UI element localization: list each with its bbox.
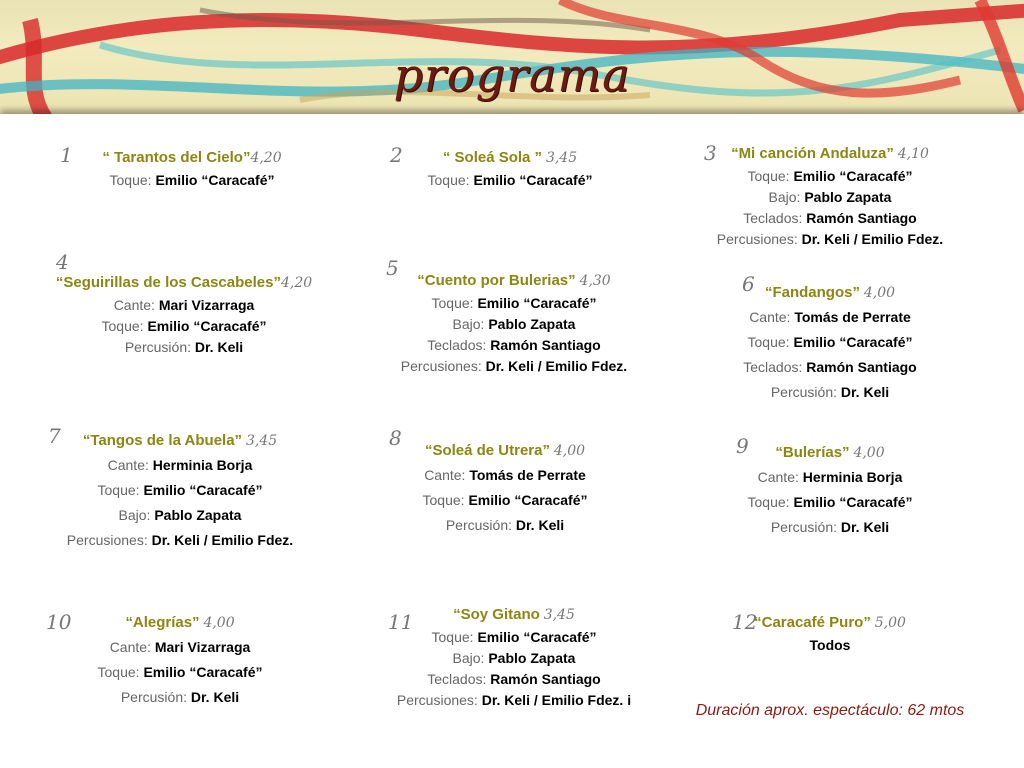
credit-line — [670, 490, 990, 515]
credit-role: Toque: — [97, 482, 140, 498]
track-item-6 — [670, 272, 990, 405]
credit-role: Percusiones: — [400, 358, 482, 374]
credit-name: Pablo Zapata — [488, 650, 576, 666]
credit-role: Toque: — [97, 664, 140, 680]
credit-line — [24, 295, 344, 316]
credit-name: Dr. Keli / Emilio Fdez. — [485, 358, 628, 374]
track-item-3 — [670, 141, 990, 250]
credit-line — [670, 305, 990, 330]
credit-role: Bajo: — [452, 316, 485, 332]
credit-line — [20, 453, 340, 478]
credit-role: Bajo: — [768, 189, 801, 205]
track-duration: 4,20 — [250, 150, 282, 166]
track-title: “Fandangos” — [764, 284, 860, 301]
credit-role: Percusión: — [770, 384, 837, 400]
credit-name: Pablo Zapata — [804, 189, 892, 205]
credit-line — [354, 690, 674, 711]
track-item-7 — [20, 424, 340, 553]
credit-name: Emilio “Caracafé” — [793, 494, 913, 510]
credit-name: Mari Vizarraga — [154, 639, 251, 655]
credit-name: Emilio “Caracafé” — [473, 172, 593, 188]
credit-name: Pablo Zapata — [488, 316, 576, 332]
credit-name: Herminia Borja — [152, 457, 253, 473]
credit-line — [345, 463, 665, 488]
track-item-2 — [350, 145, 670, 191]
track-duration: 3,45 — [245, 433, 278, 449]
credit-role: Percusión: — [770, 519, 837, 535]
credit-name: Ramón Santiago — [806, 210, 917, 226]
credit-line — [354, 648, 674, 669]
track-item-10 — [20, 610, 340, 710]
credit-name: Ramón Santiago — [806, 359, 917, 375]
credit-role: Toque: — [431, 295, 474, 311]
track-item-5 — [354, 256, 674, 377]
credit-role: Percusiones: — [396, 692, 478, 708]
track-number: 10 — [46, 610, 72, 634]
credit-line — [670, 229, 990, 250]
credit-name: Emilio “Caracafé” — [793, 334, 913, 350]
track-item-9 — [670, 434, 990, 540]
credit-name: Dr. Keli / Emilio Fdez. i — [481, 692, 632, 708]
credit-name: Dr. Keli — [190, 689, 240, 705]
track-duration: 4,00 — [863, 285, 896, 301]
credit-role: Cante: — [113, 297, 155, 313]
credit-role: Teclados: — [427, 337, 487, 353]
credit-name: Dr. Keli — [840, 384, 890, 400]
track-duration: 3,45 — [545, 150, 578, 166]
credit-line — [354, 335, 674, 356]
credit-line — [670, 355, 990, 380]
credit-line — [354, 356, 674, 377]
credit-role: Toque: — [101, 318, 144, 334]
total-duration-note: Duración aprox. espectáculo: 62 mtos — [695, 702, 965, 719]
credit-name: Emilio “Caracafé” — [477, 629, 597, 645]
track-item-8 — [345, 426, 665, 538]
credit-line — [670, 380, 990, 405]
credit-role: Cante: — [109, 639, 151, 655]
track-duration: 4,00 — [203, 615, 235, 631]
credit-name: Emilio “Caracafé” — [468, 492, 588, 508]
credit-line — [670, 465, 990, 490]
credit-name: Emilio “Caracafé” — [793, 168, 913, 184]
track-duration: 3,45 — [543, 607, 575, 623]
credit-role: Percusión: — [445, 517, 512, 533]
credit-name: Emilio “Caracafé” — [477, 295, 597, 311]
credit-line — [32, 170, 352, 191]
credit-role: Toque: — [747, 168, 790, 184]
track-item-12 — [670, 610, 990, 656]
track-number: 11 — [388, 610, 414, 634]
track-title: “Soleá de Utrera” — [424, 442, 550, 459]
credit-role: Percusiones: — [66, 532, 148, 548]
track-duration: 4,10 — [897, 146, 929, 162]
credit-line — [354, 293, 674, 314]
credit-line — [20, 635, 340, 660]
credit-name: Tomás de Perrate — [794, 309, 911, 325]
credit-name: Dr. Keli — [194, 339, 244, 355]
credit-line — [670, 208, 990, 229]
track-number: 1 — [60, 143, 73, 167]
track-title: “Seguirillas de los Cascabeles” — [55, 274, 281, 291]
credit-name: Emilio “Caracafé” — [143, 664, 263, 680]
credit-line — [354, 669, 674, 690]
credit-role: Teclados: — [743, 210, 803, 226]
credit-line — [20, 685, 340, 710]
credit-role: Toque: — [109, 172, 152, 188]
track-number: 9 — [736, 434, 749, 458]
credit-name: Dr. Keli — [840, 519, 890, 535]
credit-line — [670, 187, 990, 208]
credit-role: Toque: — [747, 334, 790, 350]
credit-name: Mari Vizarraga — [158, 297, 255, 313]
track-duration: 4,00 — [853, 445, 885, 461]
credit-line — [24, 316, 344, 337]
credit-line — [670, 635, 990, 656]
track-duration: 4,30 — [579, 273, 611, 289]
track-title: “Caracafé Puro” — [754, 614, 871, 631]
credit-line — [670, 515, 990, 540]
track-item-11 — [354, 602, 674, 711]
credit-line — [345, 488, 665, 513]
track-title: “Bulerías” — [775, 444, 850, 461]
track-duration: 4,20 — [280, 275, 313, 291]
credit-line — [670, 330, 990, 355]
credit-role: Toque: — [422, 492, 465, 508]
credit-name: Dr. Keli / Emilio Fdez. — [801, 231, 944, 247]
page-title: programa — [393, 48, 631, 102]
credit-role: Percusión: — [120, 689, 187, 705]
credit-name: Herminia Borja — [802, 469, 903, 485]
credit-role: Cante: — [424, 467, 466, 483]
credit-name: Dr. Keli — [515, 517, 565, 533]
credit-role: Cante: — [107, 457, 149, 473]
credit-name: Dr. Keli / Emilio Fdez. — [151, 532, 294, 548]
track-title: “Tangos de la Abuela” — [82, 432, 243, 449]
credit-role: Percusión: — [124, 339, 191, 355]
header-banner — [0, 0, 1024, 118]
track-number: 7 — [48, 424, 61, 448]
credit-line — [20, 503, 340, 528]
track-number: 3 — [704, 141, 717, 165]
credit-line — [670, 166, 990, 187]
track-number: 6 — [742, 272, 755, 296]
credit-name: Ramón Santiago — [490, 671, 601, 687]
track-title: “ Tarantos del Cielo” — [102, 149, 251, 166]
credit-role: Toque: — [747, 494, 790, 510]
track-number: 12 — [732, 610, 758, 634]
track-number: 8 — [389, 426, 402, 450]
track-number: 5 — [386, 256, 399, 280]
track-title: “ Soleá Sola ” — [442, 149, 543, 166]
track-duration: 5,00 — [874, 615, 906, 631]
credit-name: Emilio “Caracafé” — [147, 318, 267, 334]
credit-role: Teclados: — [427, 671, 487, 687]
credit-name: Tomás de Perrate — [469, 467, 586, 483]
credit-role: Percusiones: — [716, 231, 798, 247]
credit-line — [350, 170, 670, 191]
track-item-1 — [32, 145, 352, 191]
credit-role: Teclados: — [743, 359, 803, 375]
track-title: “Mi canción Andaluza” — [731, 145, 894, 162]
credit-role: Toque: — [431, 629, 474, 645]
credit-line — [354, 314, 674, 335]
track-title: “Cuento por Bulerias” — [417, 272, 576, 289]
track-duration: 4,00 — [553, 443, 586, 459]
credit-line — [20, 528, 340, 553]
credit-role: Cante: — [757, 469, 799, 485]
credit-name: Emilio “Caracafé” — [155, 172, 275, 188]
credit-role: Toque: — [427, 172, 470, 188]
credit-line — [345, 513, 665, 538]
credit-role: Bajo: — [118, 507, 151, 523]
track-number: 2 — [390, 143, 403, 167]
credit-name: Pablo Zapata — [154, 507, 242, 523]
track-number: 4 — [56, 250, 69, 274]
credit-role: Cante: — [749, 309, 791, 325]
credit-line — [20, 660, 340, 685]
credit-name: Ramón Santiago — [490, 337, 601, 353]
credit-role: Bajo: — [452, 650, 485, 666]
track-title: “Alegrías” — [125, 614, 200, 631]
track-item-4 — [24, 250, 344, 358]
credit-line — [24, 337, 344, 358]
credit-name: Todos — [809, 637, 851, 653]
credit-name: Emilio “Caracafé” — [143, 482, 263, 498]
credit-line — [20, 478, 340, 503]
track-title: “Soy Gitano — [453, 606, 540, 623]
